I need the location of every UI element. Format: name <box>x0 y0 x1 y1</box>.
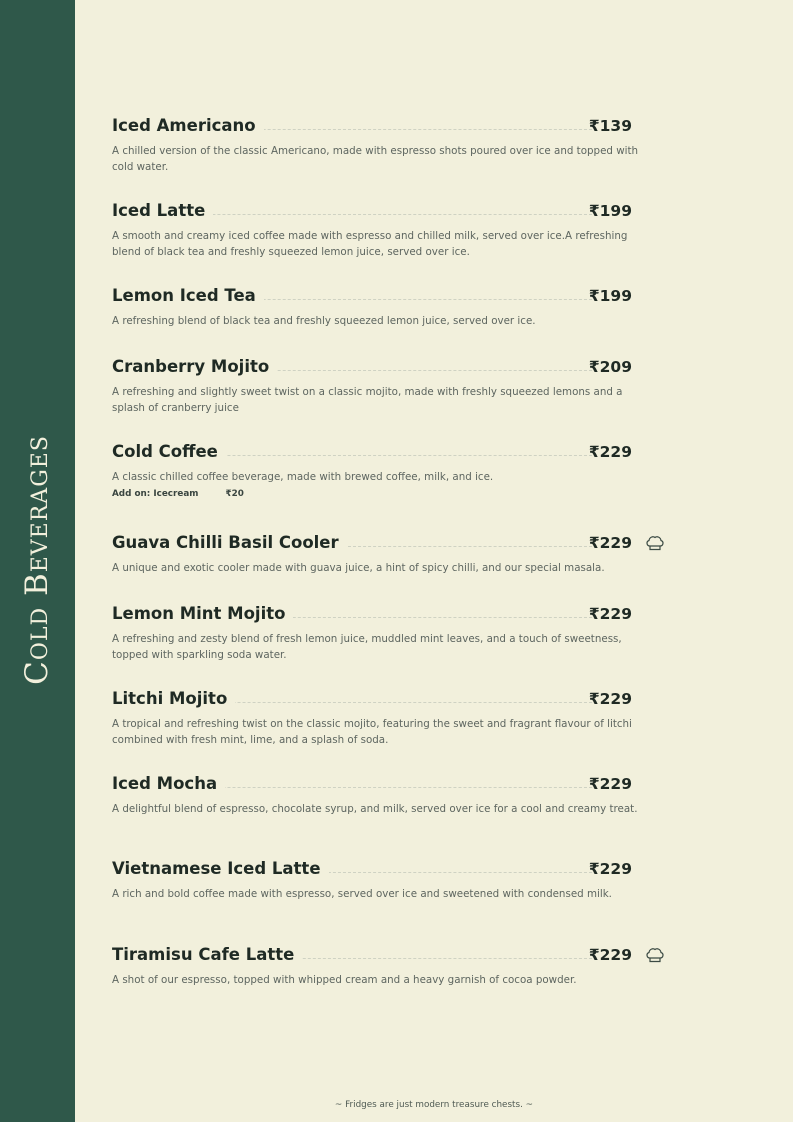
chef-hat-icon <box>645 946 665 964</box>
addon-line <box>112 489 672 499</box>
item-description: A refreshing and slightly sweet twist on a classic mojito, made with freshly squeezed lemons and a splash of cranberry juice <box>112 386 623 414</box>
item-name: Tiramisu Cafe Latte <box>112 943 302 967</box>
item-description: A shot of our espresso, topped with whipped cream and a heavy garnish of cocoa powder. <box>112 974 577 986</box>
menu-item <box>112 857 672 902</box>
item-description: A refreshing and zesty blend of fresh lemon juice, muddled mint leaves, and a touch of sweetness, topped with sparkling soda water. <box>112 633 622 661</box>
item-name: Lemon Iced Tea <box>112 284 264 308</box>
item-price: ₹229 <box>588 946 632 964</box>
item-price: ₹199 <box>588 287 632 305</box>
item-price: ₹209 <box>588 358 632 376</box>
addon-price: ₹20 <box>225 489 244 499</box>
item-description: A unique and exotic cooler made with guava juice, a hint of spicy chilli, and our special masala. <box>112 562 605 574</box>
item-name: Lemon Mint Mojito <box>112 602 293 626</box>
sidebar <box>0 0 75 1122</box>
item-name: Vietnamese Iced Latte <box>112 857 329 881</box>
chef-hat-icon <box>645 534 665 552</box>
item-description: A delightful blend of espresso, chocolate syrup, and milk, served over ice for a cool and creamy treat. <box>112 803 638 815</box>
item-description: A smooth and creamy iced coffee made with espresso and chilled milk, served over ice.A refreshing blend of black tea and freshly squeezed lemon juice, served over ice. <box>112 230 628 258</box>
item-price: ₹229 <box>588 690 632 708</box>
item-description: A tropical and refreshing twist on the classic mojito, featuring the sweet and fragrant flavour of litchi combined with fresh mint, lime, and a splash of soda. <box>112 718 632 746</box>
item-name: Iced Americano <box>112 114 264 138</box>
item-price: ₹229 <box>588 775 632 793</box>
item-name: Cold Coffee <box>112 440 226 464</box>
item-price: ₹229 <box>588 860 632 878</box>
item-name: Litchi Mojito <box>112 687 235 711</box>
section-title: Cold Beverages <box>19 435 55 685</box>
item-price: ₹229 <box>588 534 632 552</box>
menu-item <box>112 284 672 329</box>
menu-item <box>112 531 672 576</box>
menu-item <box>112 199 672 260</box>
item-price: ₹229 <box>588 443 632 461</box>
item-description: A refreshing blend of black tea and freshly squeezed lemon juice, served over ice. <box>112 315 536 327</box>
item-price: ₹139 <box>588 117 632 135</box>
menu-item <box>112 114 672 175</box>
menu-item <box>112 440 672 499</box>
item-name: Guava Chilli Basil Cooler <box>112 531 347 555</box>
menu-item <box>112 355 672 416</box>
item-name: Iced Mocha <box>112 772 225 796</box>
item-name: Iced Latte <box>112 199 213 223</box>
item-price: ₹229 <box>588 605 632 623</box>
menu-item <box>112 602 672 663</box>
item-description: A classic chilled coffee beverage, made with brewed coffee, milk, and ice. <box>112 471 494 483</box>
addon-label: Add on: Icecream <box>112 489 199 499</box>
item-price: ₹199 <box>588 202 632 220</box>
menu-item <box>112 943 672 988</box>
item-name: Cranberry Mojito <box>112 355 277 379</box>
menu-item <box>112 687 672 748</box>
item-description: A rich and bold coffee made with espresso, served over ice and sweetened with condensed milk. <box>112 888 612 900</box>
footer-tagline: ~ Fridges are just modern treasure chests. ~ <box>334 1100 534 1110</box>
item-description: A chilled version of the classic Americano, made with espresso shots poured over ice and topped with cold water. <box>112 145 639 173</box>
menu-item <box>112 772 672 817</box>
